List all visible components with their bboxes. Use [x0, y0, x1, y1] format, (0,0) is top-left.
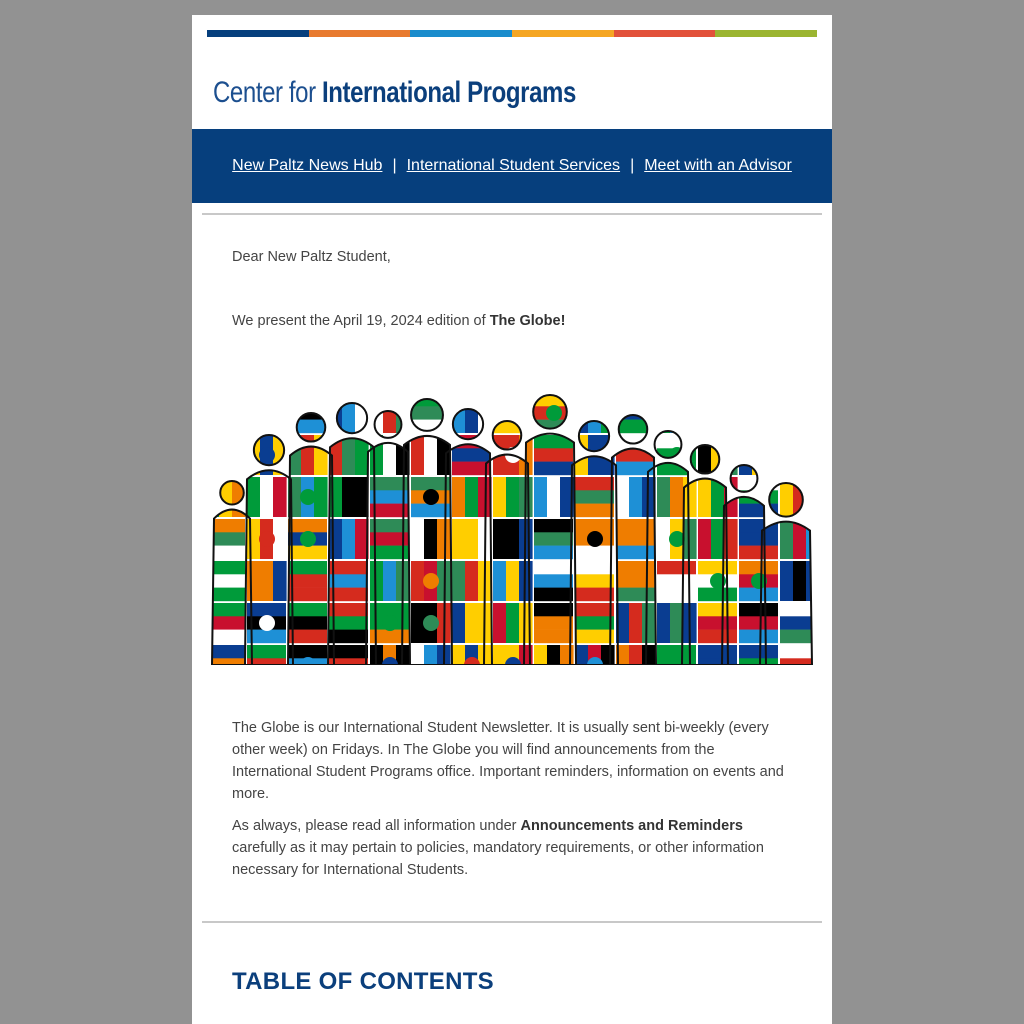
email-container	[192, 15, 832, 1024]
cip-logo	[213, 76, 576, 110]
announcements-bold: Announcements and Reminders	[520, 818, 743, 834]
newsletter-description: The Globe is our International Student Newsletter. It is usually sent bi-weekly (every other week) on Fridays. In The Globe you will find announcements from the International Student Programs office. Important reminders, information on events and more.	[232, 720, 784, 802]
nav-separator: |	[392, 157, 397, 174]
stripe-segment	[207, 30, 309, 37]
nav-link-news-hub[interactable]: New Paltz News Hub	[232, 157, 383, 174]
greeting-text: Dear New Paltz Student,	[232, 249, 391, 265]
stripe-segment	[410, 30, 512, 37]
announcements-prefix: As always, please read all information under	[232, 818, 521, 834]
nav-link-student-services[interactable]: International Student Services	[406, 157, 621, 174]
color-stripe	[207, 30, 817, 37]
announcements-suffix: carefully as it may pertain to policies, mandatory requirements, or other information necessary for International Students.	[232, 840, 764, 878]
logo-bold-text: International Programs	[321, 76, 576, 109]
nav-separator: |	[630, 157, 635, 174]
stripe-segment	[309, 30, 411, 37]
logo-light-text: Center for	[213, 76, 316, 109]
stripe-segment	[512, 30, 614, 37]
flag-people-silhouettes-icon	[206, 393, 818, 665]
nav-link-meet-advisor[interactable]: Meet with an Advisor	[644, 157, 792, 174]
edition-prefix: We present the April 19, 2024 edition of	[232, 313, 490, 329]
edition-title: The Globe!	[489, 313, 566, 329]
toc-heading: TABLE OF CONTENTS	[232, 968, 494, 995]
divider	[202, 213, 822, 215]
announcements-note	[232, 815, 792, 881]
nav-bar	[192, 129, 832, 203]
stripe-segment	[715, 30, 817, 37]
divider	[202, 921, 822, 923]
stripe-segment	[614, 30, 716, 37]
edition-text	[232, 310, 792, 332]
